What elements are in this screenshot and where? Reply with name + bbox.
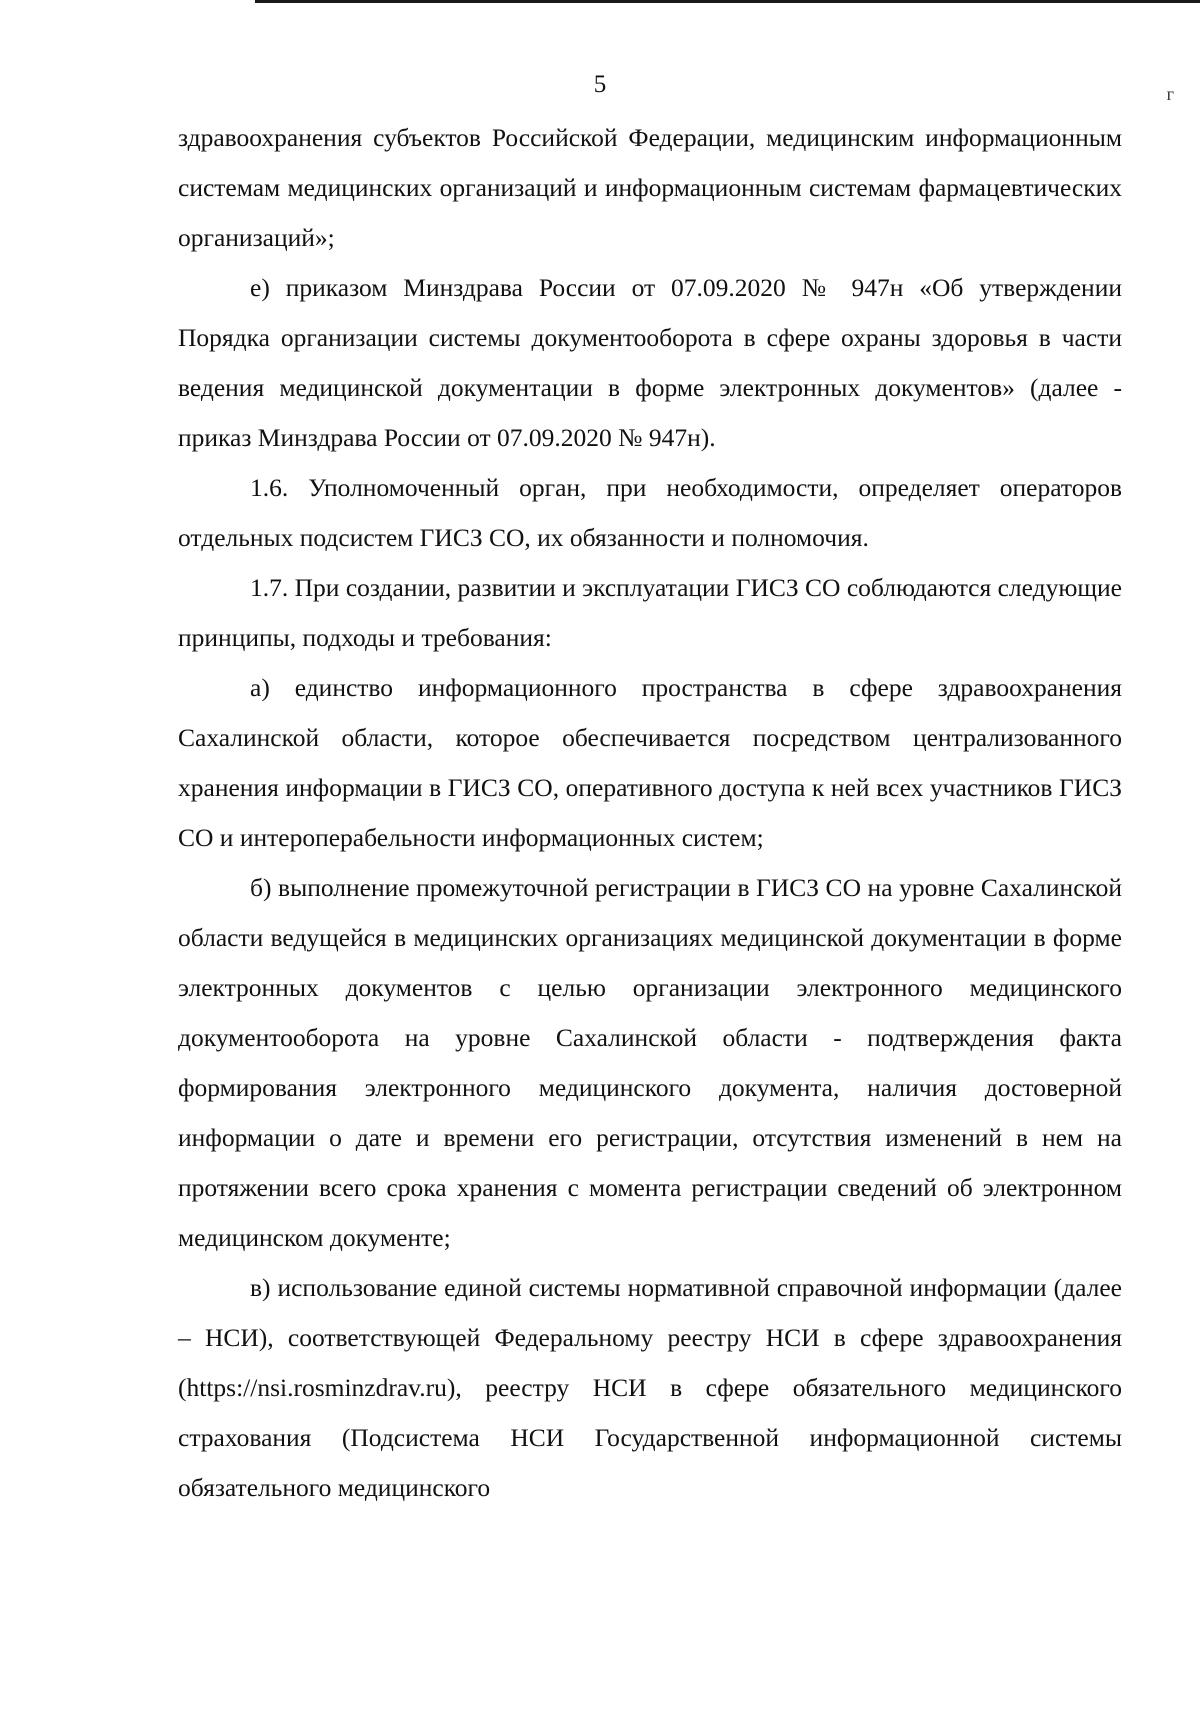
paragraph-item-v: в) использование единой системы нормативной справочной информации (далее – НСИ), соответствующей Федеральному реестру НСИ в сфере здравоохранения (https://nsi.rosminzdrav.ru), реестру НСИ в сфере обязательного медицинского страхования (Подсистема НСИ Государственной информационной системы обязательного медицинского (178, 1273, 1122, 1502)
paragraph-item-e: е) приказом Минздрава России от 07.09.2020 № 947н «Об утверждении Порядка организации системы документооборота в сфере охраны здоровья в части ведения медицинской документации в форме электронных документов» (далее - приказ Минздрава России от 07.09.2020 № 947н). (178, 273, 1122, 452)
corner-scan-mark: г (1166, 84, 1174, 104)
top-border-line (255, 0, 1200, 3)
paragraph-1-7: 1.7. При создании, развитии и эксплуатации ГИСЗ СО соблюдаются следующие принципы, подходы и требования: (178, 573, 1122, 652)
paragraph-item-a: а) единство информационного пространства в сфере здравоохранения Сахалинской области, которое обеспечивается посредством централизованного хранения информации в ГИСЗ СО, оперативного доступа к ней всех участников ГИСЗ СО и интероперабельности информационных систем; (178, 673, 1122, 852)
paragraph-item-b: б) выполнение промежуточной регистрации в ГИСЗ СО на уровне Сахалинской области ведущейся в медицинских организациях медицинской документации в форме электронных документов с целью организации электронного медицинского документооборота на уровне Сахалинской области - подтверждения факта формирования электронного медицинского документа, наличия достоверной информации о дате и времени его регистрации, отсутствия изменений в нем на протяжении всего срока хранения с момента регистрации сведений об электронном медицинском документе; (178, 873, 1122, 1252)
paragraph-continuation: здравоохранения субъектов Российской Федерации, медицинским информационным системам медицинских организаций и информационным системам фармацевтических организаций»; (178, 123, 1122, 252)
paragraph-1-6: 1.6. Уполномоченный орган, при необходимости, определяет операторов отдельных подсистем ГИСЗ СО, их обязанности и полномочия. (178, 473, 1122, 552)
page-number: 5 (593, 71, 607, 98)
document-body (178, 113, 1122, 1513)
